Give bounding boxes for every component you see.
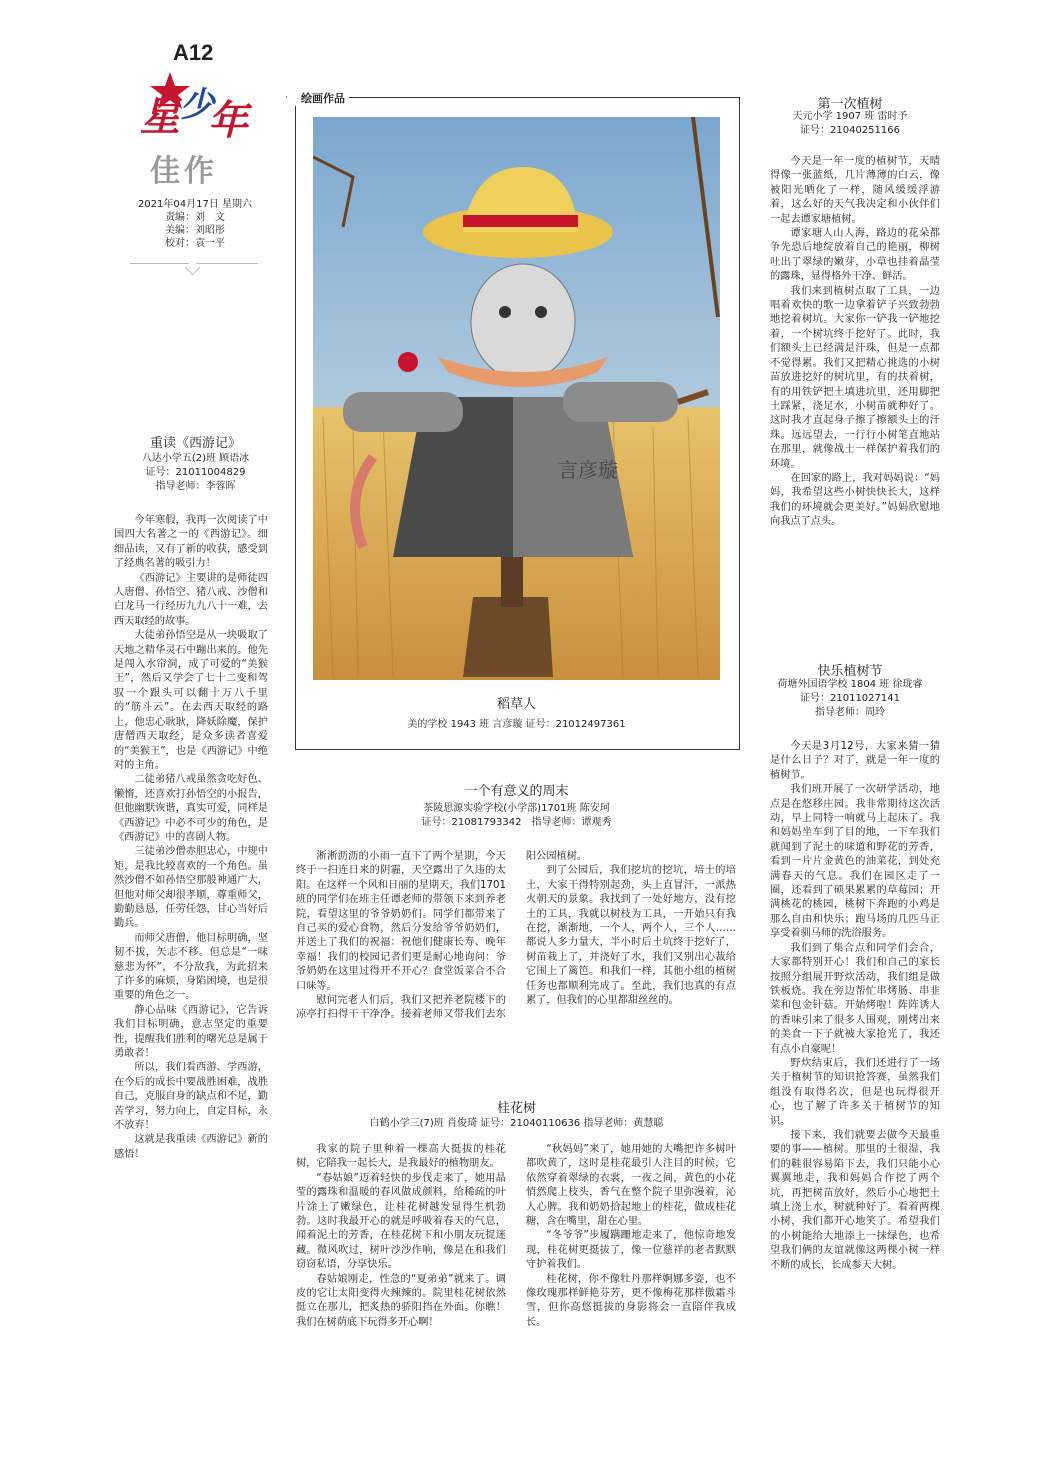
article5-title: 快乐植树节 [817,664,883,679]
article1-school: 八达小学五(2)班 顾语冰 [141,453,250,464]
article2-school: 茶陵思源实验学校(小学部)1701班 陈安珂 [423,803,610,814]
article4-body: 今天是一年一度的植树节，天晴得像一张蓝纸，几片薄薄的白云，像被阳光晒化了一样，随风缓缓浮游着，这么好的天气我决定和小伙伴们一起去谭家塘植树。 谭家塘人山人海，路边的花朵都争先恐后地绽放着自己的艳丽，柳树吐出了翠绿的嫩芽，小草也挂着晶莹的露珠，显得格外干净、鲜活。 我们来到植树点取了工具，一边唱着欢快的歌一边拿着铲子兴致勃勃地挖着树坑。大家你一铲我一铲地挖着，一个树坑终于挖好了。此时，我们额头上已经满是汗珠，但是一点都不觉得累。我们又把精心挑选的小树苗放进挖好的树坑里，有的扶着树，有的用铁铲把土填进坑里，还用脚把土踩紧，浇足水，小树苗就种好了。这时我才直起身子擦了擦额头上的汗珠。远远望去，一行行小树笔直地站在那里，就像战士一样保护着我们的环境。 在回家的路上，我对妈妈说：“妈妈，我希望这些小树快快长大，这样我们的环境就会更美好。”妈妈欣慰地向我点了点头。 [770,156,940,528]
article2-cert-teacher: 证号：21081793342 指导老师：谭观秀 [421,817,612,828]
svg-text:年: 年 [208,98,248,144]
proofreader: 校对：袁一平 [165,238,225,249]
scarecrow-drawing [313,117,720,680]
article4-cert: 证号：21040251166 [800,125,900,136]
article4-school: 天元小学 1907 班 雷时予 [792,111,908,122]
article5-byline [760,678,940,720]
article2-byline [295,802,738,830]
svg-text:星: 星 [140,94,180,140]
article3-byline: 白鹤小学三(7)班 肖俊琦 证号：21040110636 指导老师：黄慧聪 [369,1118,664,1129]
article1-byline [108,452,283,494]
article2-title: 一个有意义的周末 [464,784,569,799]
article3-title: 桂花树 [496,1101,536,1116]
article1-teacher: 指导老师：李蓉晖 [155,481,236,492]
editor: 责编：刘 文 [165,212,225,223]
artwork-signature: 言彦璇 [558,458,618,482]
page-number: A12 [173,40,214,65]
artwork-credit: 美的学校 1943 班 言彦璇 证号：21012497361 [407,719,626,730]
article2-body: 淅淅沥沥的小雨一直下了两个星期，今天终于一扫连日来的阴霾，天空露出了久违的太阳。在这样一个风和日丽的星期天，我们1701班的同学们在班主任谭老师的带领下来到养老院，看望这里的爷爷奶奶们。同学们都带来了自己买的爱心食物，然后分发给爷爷奶奶们，并送上了我们的祝福：祝他们健康长寿、晚年幸福！我们的校园记者们更是耐心地询问：爷爷奶奶在这里过得开不开心？食堂饭菜合不合口味等。 慰问完老人们后，我们又把养老院楼下的凉亭打扫得干干净净。接着老师又带我们去东阳公园植树。 到了公园后，我们挖坑的挖坑，培土的培土，大家干得特别起劲，头上直冒汗，一派热火朝天的景象。我找到了一处好地方，没有挖土的工具，我就以树枝为工具，一开始只有我在挖，渐渐地，一个人，两个人，三个人……都说人多力量大，半小时后土坑终于挖好了，树苗栽上了，并浇好了水，我们又别出心裁给它围上了篱笆。和我们一样，其他小组的植树任务也都顺利完成了。至此，我们也真的有点累了，但我们的心里都甜丝丝的。 [296,851,736,1021]
article1-body: 今年寒假，我再一次阅读了中国四大名著之一的《西游记》。细细品读，又有了新的收获，感受到了经典名著的吸引力！ 《西游记》主要讲的是师徒四人唐僧、孙悟空、猪八戒、沙僧和白龙马一行经历九九八十一难，去西天取经的故事。 大徒弟孙悟空是从一块吸取了天地之精华灵石中蹦出来的。他先是闯入水帘洞，成了可爱的“美猴王”，然后又学会了七十二变和驾驭一个跟头可以翻十万八千里的“筋斗云”。在去西天取经的路上，他忠心耿耿，降妖除魔，保护唐僧西天取经，是众多读者喜爱的“美猴王”，也是《西游记》中绝对的主角。 二徒弟猪八戒虽然贪吃好色、懒惰，还喜欢打孙悟空的小报告，但他幽默诙谐，真实可爱，同样是《西游记》中必不可少的角色，是《西游记》中的喜剧人物。 三徒弟沙僧赤胆忠心，中规中矩，是我比较喜欢的一个角色。虽然沙僧不如孙悟空那般神通广大，但他对师父却很孝顺，尊重师父，勤勤恳恳，任劳任怨，甘心当好后勤兵。 而师父唐僧，他目标明确，坚韧不拔，矢志不移。但总是“一味慈悲为怀”，不分敌我，为此招来了许多的麻烦，身陷困境，也是很重要的角色之一。 静心品味《西游记》，它告诉我们目标明确，意志坚定的重要性，提醒我们胜利的曙光总是属于勇敢者！ 所以，我们看西游、学西游，在今后的成长中要战胜困难，战胜自己，克服自身的缺点和不足，勤苦学习，努力向上，自定目标，永不放弃！ 这就是我重读《西游记》新的感悟！ [114,515,268,1160]
article5-cert: 证号：21011027141 [800,693,900,704]
article3-body: 我家的院子里种着一棵高大挺拔的桂花树，它陪我一起长大，是我最好的植物朋友。 “春姑娘”迈着轻快的步伐走来了，她用晶莹的露珠和温暖的春风做成颜料，给稀疏的叶片涂上了嫩绿色，让桂花树越发显得生机勃勃。这时我最开心的就是呼吸着春天的气息，闻着泥土的芳香，在桂花树下和小朋友玩捉迷藏。微风吹过，树叶沙沙作响，像是在和我们窃窃私语，分享快乐。 春姑娘刚走，性急的“夏弟弟”就来了。调皮的它让太阳变得火辣辣的。院里桂花树依然挺立在那儿，把炙热的骄阳挡在外面。你瞧！我们在树荫底下玩得多开心啊！ “秋妈妈”来了，她用她的大嘴把许多树叶都吹黄了，这时是桂花最引人注目的时候，它依然穿着翠绿的衣裳，一夜之间，黄色的小花悄然爬上枝头，香气在整个院子里弥漫着，沁人心脾。我和奶奶拾起地上的桂花，做成桂花糖，含在嘴里，甜在心里。 “冬爷爷”步履蹒跚地走来了，他惊奇地发现，桂花树更挺拔了，像一位慈祥的老者默默守护着我们。 桂花树，你不像牡丹那样婀娜多姿，也不像玫瑰那样鲜艳芬芳，更不像梅花那样傲霜斗雪，但你高悠挺拔的身影将会一直陪伴我成长。 [296,1144,736,1328]
section-title: 佳作 [150,154,218,189]
article4-title: 第一次植树 [817,97,883,112]
artwork-title: 稻草人 [496,697,536,712]
svg-text:少: 少 [180,85,214,125]
artwork-tag: 绘画作品 [287,90,349,106]
article5-body: 今天是3月12号，大家来猜一猜是什么日子？对了，就是一年一度的植树节。 我们班开展了一次研学活动，地点是在悠移庄园。我非常期待这次活动，早上同特一响就马上起床了。我和妈妈坐车到了目的地，一下车我们就闻到了泥土的味道和野花的芳香，看到一片片金黄色的油菜花，到处充满春天的气息。我们在园区走了一圈，还看到了硕果累累的草莓园；开满桃花的桃园，桃树下奔跑的小鸡是那么自由和快乐；跑马场的几匹马正享受着驯马师的洗浴服务。 我们到了集合点和同学们会合，大家都特别开心！我们和自己的家长按照分组展开野炊活动，我们组是做铁板烧。我在旁边帮忙串烤肠、串韭菜和包金针菇。开始烤啦！阵阵诱人的香味引来了很多人围观，刚烤出来的美食一下子就被大家抢光了，我还有点小自豪呢！ 野炊结束后，我们还进行了一场关于植树节的知识抢答赛，虽然我们组没有取得名次，但是也玩得很开心，也了解了许多关于植树节的知识。 接下来，我们就要去做今天最重要的事——植树。那里的土很湿，我们的鞋很容易陷下去，我们只能小心翼翼地走，我和妈妈合作挖了两个坑，再把树苗放好，然后小心地把土填上浇上水，树就种好了。看着两棵小树，我们都开心地笑了。希望我们的小树能给大地添上一抹绿色，也希望我们俩的友谊就像这两棵小树一样不断的成长，长成参天大树。 [770,741,940,1271]
issue-date: 2021年04月17日 星期六 [137,199,253,210]
star-youth-logo [136,70,254,152]
article4-byline [760,110,940,138]
article5-school: 荷塘外国语学校 1804 班 徐珑睿 [777,679,923,690]
art-editor: 美编：刘昭彤 [165,225,225,236]
article1-title: 重读《西游记》 [149,436,241,451]
article1-cert: 证号：21011004829 [145,467,246,478]
article5-teacher: 指导老师：周玲 [815,707,885,718]
issue-meta [120,198,270,250]
